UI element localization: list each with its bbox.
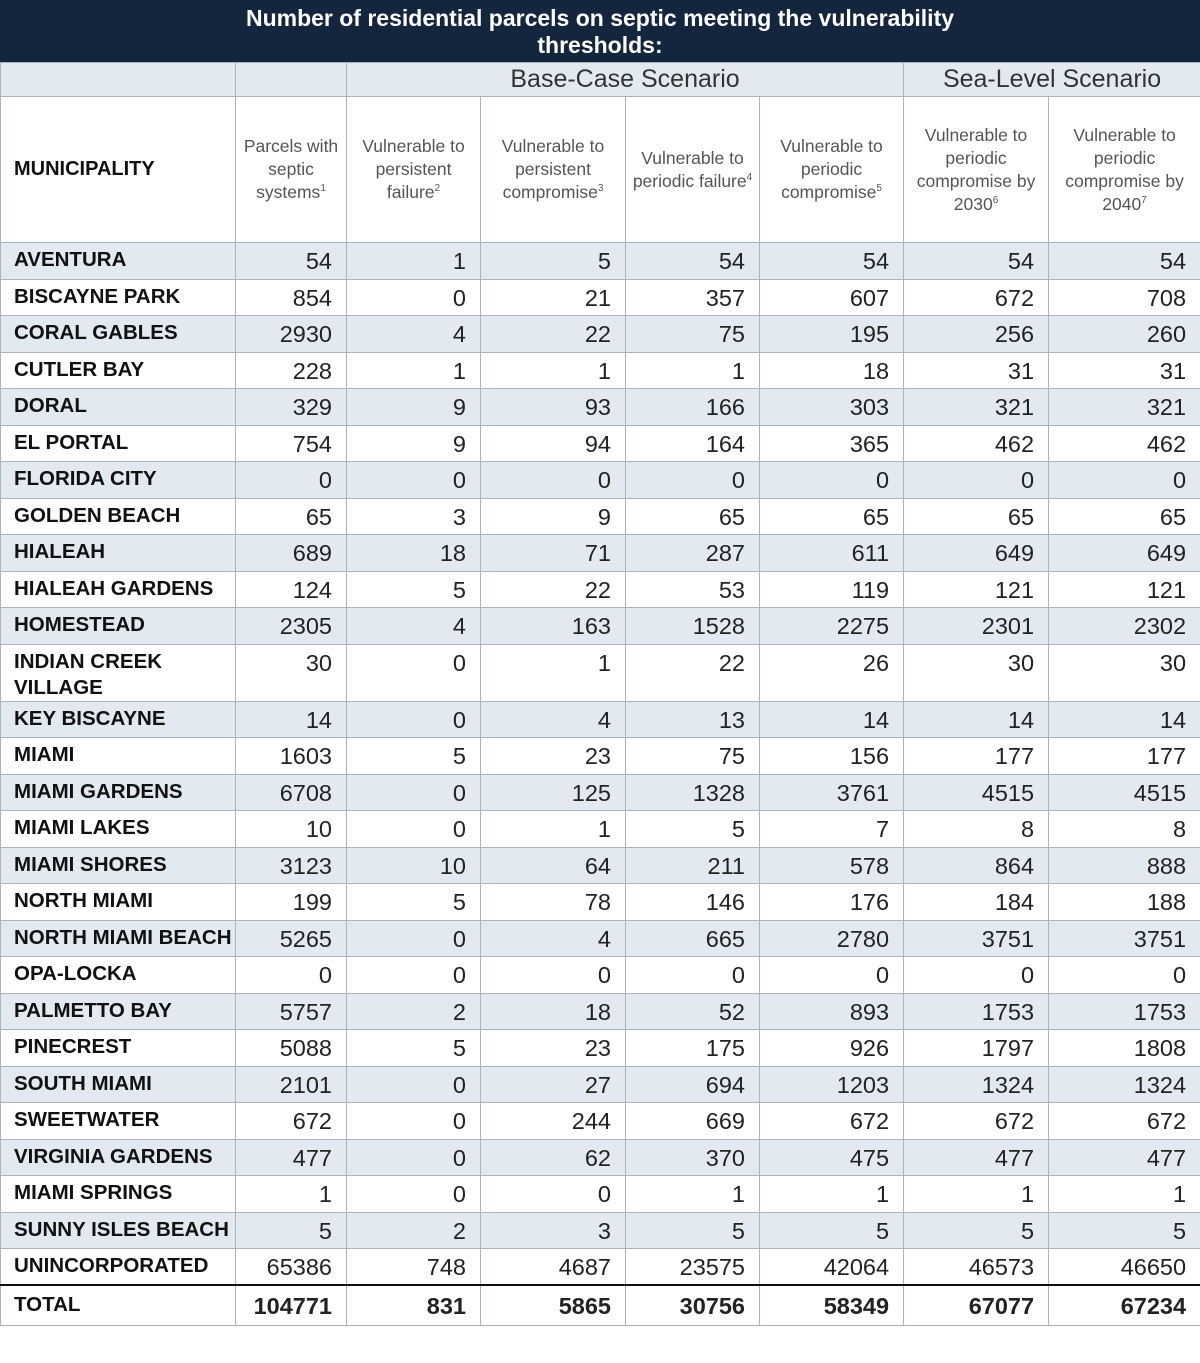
value-cell: 0 (347, 279, 481, 316)
value-cell: 0 (626, 957, 760, 994)
value-cell: 65 (760, 498, 904, 535)
value-cell: 0 (347, 920, 481, 957)
value-cell: 14 (1049, 701, 1200, 738)
value-cell: 65 (236, 498, 347, 535)
value-cell: 1 (347, 243, 481, 280)
table-row (1, 1176, 1200, 1213)
value-cell: 0 (347, 644, 481, 701)
value-cell: 321 (904, 389, 1049, 426)
column-header-label: Vulnerable to persistent compromise (501, 136, 605, 202)
footnote-marker: 3 (597, 183, 604, 195)
column-header-label: Vulnerable to periodic compromise by 2040 (1065, 124, 1184, 214)
value-cell: 54 (904, 243, 1049, 280)
value-cell: 22 (626, 644, 760, 701)
value-cell: 4 (481, 701, 626, 738)
value-cell: 370 (626, 1139, 760, 1176)
value-cell: 188 (1049, 884, 1200, 921)
value-cell: 1 (904, 1176, 1049, 1213)
value-cell: 244 (481, 1103, 626, 1140)
value-cell: 199 (236, 884, 347, 921)
value-cell: 287 (626, 535, 760, 572)
value-cell: 121 (1049, 571, 1200, 608)
value-cell: 18 (760, 352, 904, 389)
value-cell: 0 (760, 957, 904, 994)
value-cell: 93 (481, 389, 626, 426)
value-cell: 1 (236, 1176, 347, 1213)
value-cell: 53 (626, 571, 760, 608)
column-header (347, 97, 481, 243)
value-cell: 23575 (626, 1249, 760, 1286)
table-row (1, 1139, 1200, 1176)
table-row (1, 571, 1200, 608)
value-cell: 2 (347, 993, 481, 1030)
value-cell: 1324 (1049, 1066, 1200, 1103)
value-cell: 0 (760, 462, 904, 499)
value-cell: 4515 (904, 774, 1049, 811)
table-row (1, 1249, 1200, 1286)
value-cell: 58349 (760, 1285, 904, 1325)
value-cell: 78 (481, 884, 626, 921)
value-cell: 9 (347, 425, 481, 462)
value-cell: 3751 (1049, 920, 1200, 957)
value-cell: 0 (904, 957, 1049, 994)
value-cell: 2 (347, 1212, 481, 1249)
value-cell: 578 (760, 847, 904, 884)
value-cell: 30 (1049, 644, 1200, 701)
value-cell: 23 (481, 738, 626, 775)
value-cell: 260 (1049, 316, 1200, 353)
value-cell: 75 (626, 316, 760, 353)
table-row (1, 1212, 1200, 1249)
value-cell: 3 (481, 1212, 626, 1249)
table-row (1, 701, 1200, 738)
municipality-name: EL PORTAL (1, 425, 236, 462)
value-cell: 4 (347, 608, 481, 645)
municipality-name: NORTH MIAMI (1, 884, 236, 921)
municipality-name: AVENTURA (1, 243, 236, 280)
value-cell: 65 (626, 498, 760, 535)
municipality-name: FLORIDA CITY (1, 462, 236, 499)
footnote-marker: 2 (434, 183, 441, 195)
value-cell: 0 (347, 811, 481, 848)
value-cell: 5265 (236, 920, 347, 957)
value-cell: 14 (904, 701, 1049, 738)
column-header-label: MUNICIPALITY (14, 158, 155, 180)
value-cell: 65 (1049, 498, 1200, 535)
municipality-name: TOTAL (1, 1285, 236, 1325)
municipality-name: NORTH MIAMI BEACH (1, 920, 236, 957)
column-header (1049, 97, 1200, 243)
table-row (1, 774, 1200, 811)
value-cell: 0 (347, 1139, 481, 1176)
municipality-name: HIALEAH GARDENS (1, 571, 236, 608)
value-cell: 146 (626, 884, 760, 921)
value-cell: 121 (904, 571, 1049, 608)
value-cell: 672 (904, 279, 1049, 316)
municipality-name: SWEETWATER (1, 1103, 236, 1140)
value-cell: 1 (1049, 1176, 1200, 1213)
value-cell: 672 (236, 1103, 347, 1140)
footnote-marker: 7 (1141, 194, 1147, 206)
column-header (904, 97, 1049, 243)
value-cell: 124 (236, 571, 347, 608)
municipality-name: VIRGINIA GARDENS (1, 1139, 236, 1176)
value-cell: 477 (1049, 1139, 1200, 1176)
municipality-name: CUTLER BAY (1, 352, 236, 389)
value-cell: 0 (236, 462, 347, 499)
municipality-name: SUNNY ISLES BEACH (1, 1212, 236, 1249)
municipality-name: MIAMI (1, 738, 236, 775)
value-cell: 14 (760, 701, 904, 738)
value-cell: 46573 (904, 1249, 1049, 1286)
value-cell: 1324 (904, 1066, 1049, 1103)
value-cell: 13 (626, 701, 760, 738)
value-cell: 1603 (236, 738, 347, 775)
value-cell: 0 (481, 957, 626, 994)
column-header-label: Vulnerable to persistent failure (362, 136, 465, 202)
value-cell: 607 (760, 279, 904, 316)
value-cell: 67077 (904, 1285, 1049, 1325)
value-cell: 665 (626, 920, 760, 957)
value-cell: 6708 (236, 774, 347, 811)
value-cell: 3123 (236, 847, 347, 884)
table-row (1, 535, 1200, 572)
value-cell: 1753 (904, 993, 1049, 1030)
value-cell: 42064 (760, 1249, 904, 1286)
municipality-column-header (1, 97, 236, 243)
value-cell: 166 (626, 389, 760, 426)
value-cell: 54 (236, 243, 347, 280)
value-cell: 54 (1049, 243, 1200, 280)
value-cell: 4 (347, 316, 481, 353)
value-cell: 30756 (626, 1285, 760, 1325)
value-cell: 5 (347, 571, 481, 608)
value-cell: 1328 (626, 774, 760, 811)
table-row (1, 644, 1200, 701)
value-cell: 10 (347, 847, 481, 884)
value-cell: 365 (760, 425, 904, 462)
value-cell: 893 (760, 993, 904, 1030)
value-cell: 156 (760, 738, 904, 775)
value-cell: 462 (904, 425, 1049, 462)
municipality-name: MIAMI SHORES (1, 847, 236, 884)
value-cell: 2930 (236, 316, 347, 353)
municipality-name: PINECREST (1, 1030, 236, 1067)
value-cell: 5 (626, 1212, 760, 1249)
value-cell: 672 (904, 1103, 1049, 1140)
value-cell: 9 (481, 498, 626, 535)
value-cell: 256 (904, 316, 1049, 353)
value-cell: 669 (626, 1103, 760, 1140)
value-cell: 0 (347, 957, 481, 994)
value-cell: 3 (347, 498, 481, 535)
value-cell: 329 (236, 389, 347, 426)
value-cell: 22 (481, 571, 626, 608)
value-cell: 30 (236, 644, 347, 701)
municipality-name: OPA-LOCKA (1, 957, 236, 994)
column-header-label: Vulnerable to periodic failure (632, 147, 747, 191)
column-header (236, 97, 347, 243)
value-cell: 228 (236, 352, 347, 389)
column-header-row (1, 97, 1200, 243)
value-cell: 30 (904, 644, 1049, 701)
table-row (1, 993, 1200, 1030)
value-cell: 31 (904, 352, 1049, 389)
septic-vulnerability-table (0, 62, 1200, 1326)
value-cell: 2101 (236, 1066, 347, 1103)
value-cell: 52 (626, 993, 760, 1030)
table-title: Number of residential parcels on septic meeting the vulnerability thresholds: (245, 5, 955, 58)
value-cell: 0 (904, 462, 1049, 499)
value-cell: 8 (904, 811, 1049, 848)
value-cell: 462 (1049, 425, 1200, 462)
value-cell: 1 (481, 352, 626, 389)
table-row (1, 316, 1200, 353)
value-cell: 119 (760, 571, 904, 608)
sea-level-scenario-header: Sea-Level Scenario (904, 63, 1200, 97)
value-cell: 5 (760, 1212, 904, 1249)
table-row (1, 498, 1200, 535)
value-cell: 649 (904, 535, 1049, 572)
value-cell: 211 (626, 847, 760, 884)
column-header-label: Parcels with septic systems (243, 136, 339, 202)
table-row (1, 352, 1200, 389)
value-cell: 0 (1049, 462, 1200, 499)
value-cell: 2305 (236, 608, 347, 645)
table-row (1, 279, 1200, 316)
value-cell: 5 (347, 1030, 481, 1067)
table-row (1, 1103, 1200, 1140)
value-cell: 94 (481, 425, 626, 462)
value-cell: 3751 (904, 920, 1049, 957)
value-cell: 54 (760, 243, 904, 280)
table-body (1, 243, 1200, 1326)
value-cell: 2302 (1049, 608, 1200, 645)
value-cell: 0 (347, 701, 481, 738)
value-cell: 1 (481, 644, 626, 701)
value-cell: 5865 (481, 1285, 626, 1325)
value-cell: 854 (236, 279, 347, 316)
table-row (1, 243, 1200, 280)
value-cell: 64 (481, 847, 626, 884)
column-header (760, 97, 904, 243)
value-cell: 62 (481, 1139, 626, 1176)
municipality-name: BISCAYNE PARK (1, 279, 236, 316)
value-cell: 3761 (760, 774, 904, 811)
value-cell: 31 (1049, 352, 1200, 389)
value-cell: 5 (1049, 1212, 1200, 1249)
table-row (1, 1066, 1200, 1103)
municipality-name: MIAMI SPRINGS (1, 1176, 236, 1213)
value-cell: 888 (1049, 847, 1200, 884)
value-cell: 475 (760, 1139, 904, 1176)
value-cell: 477 (236, 1139, 347, 1176)
municipality-name: SOUTH MIAMI (1, 1066, 236, 1103)
value-cell: 754 (236, 425, 347, 462)
value-cell: 46650 (1049, 1249, 1200, 1286)
scenario-blank-cell (1, 63, 236, 97)
value-cell: 2301 (904, 608, 1049, 645)
municipality-name: CORAL GABLES (1, 316, 236, 353)
value-cell: 0 (236, 957, 347, 994)
value-cell: 176 (760, 884, 904, 921)
value-cell: 831 (347, 1285, 481, 1325)
value-cell: 163 (481, 608, 626, 645)
value-cell: 689 (236, 535, 347, 572)
value-cell: 1797 (904, 1030, 1049, 1067)
municipality-name: UNINCORPORATED (1, 1249, 236, 1286)
value-cell: 177 (904, 738, 1049, 775)
municipality-name: KEY BISCAYNE (1, 701, 236, 738)
value-cell: 708 (1049, 279, 1200, 316)
value-cell: 10 (236, 811, 347, 848)
value-cell: 184 (904, 884, 1049, 921)
value-cell: 4 (481, 920, 626, 957)
column-header (626, 97, 760, 243)
value-cell: 5 (626, 811, 760, 848)
value-cell: 1203 (760, 1066, 904, 1103)
table-row (1, 608, 1200, 645)
value-cell: 672 (1049, 1103, 1200, 1140)
value-cell: 4687 (481, 1249, 626, 1286)
table-row (1, 884, 1200, 921)
table-row (1, 957, 1200, 994)
value-cell: 0 (347, 774, 481, 811)
table-row (1, 1030, 1200, 1067)
footnote-marker: 1 (320, 183, 326, 195)
value-cell: 321 (1049, 389, 1200, 426)
value-cell: 177 (1049, 738, 1200, 775)
table-row (1, 389, 1200, 426)
value-cell: 1 (347, 352, 481, 389)
value-cell: 18 (347, 535, 481, 572)
value-cell: 5 (481, 243, 626, 280)
value-cell: 864 (904, 847, 1049, 884)
scenario-blank-cell (236, 63, 347, 97)
municipality-name: HOMESTEAD (1, 608, 236, 645)
value-cell: 5088 (236, 1030, 347, 1067)
value-cell: 5 (347, 738, 481, 775)
value-cell: 0 (1049, 957, 1200, 994)
table-title-bar (0, 0, 1200, 62)
municipality-name: MIAMI GARDENS (1, 774, 236, 811)
value-cell: 2275 (760, 608, 904, 645)
table-row (1, 920, 1200, 957)
value-cell: 1528 (626, 608, 760, 645)
value-cell: 1 (481, 811, 626, 848)
value-cell: 8 (1049, 811, 1200, 848)
column-header-label: Vulnerable to periodic compromise by 2030 (916, 124, 1036, 214)
value-cell: 14 (236, 701, 347, 738)
value-cell: 357 (626, 279, 760, 316)
value-cell: 71 (481, 535, 626, 572)
value-cell: 694 (626, 1066, 760, 1103)
value-cell: 65 (904, 498, 1049, 535)
value-cell: 649 (1049, 535, 1200, 572)
value-cell: 1753 (1049, 993, 1200, 1030)
value-cell: 0 (347, 1176, 481, 1213)
value-cell: 926 (760, 1030, 904, 1067)
value-cell: 0 (481, 462, 626, 499)
value-cell: 75 (626, 738, 760, 775)
municipality-name: INDIAN CREEK VILLAGE (1, 644, 236, 701)
value-cell: 67234 (1049, 1285, 1200, 1325)
value-cell: 125 (481, 774, 626, 811)
table-row (1, 738, 1200, 775)
value-cell: 1 (760, 1176, 904, 1213)
value-cell: 672 (760, 1103, 904, 1140)
value-cell: 5 (236, 1212, 347, 1249)
value-cell: 26 (760, 644, 904, 701)
value-cell: 0 (347, 1066, 481, 1103)
value-cell: 164 (626, 425, 760, 462)
municipality-name: DORAL (1, 389, 236, 426)
scenario-header-row (1, 63, 1200, 97)
value-cell: 1808 (1049, 1030, 1200, 1067)
value-cell: 175 (626, 1030, 760, 1067)
municipality-name: PALMETTO BAY (1, 993, 236, 1030)
value-cell: 195 (760, 316, 904, 353)
value-cell: 1 (626, 1176, 760, 1213)
value-cell: 0 (481, 1176, 626, 1213)
value-cell: 748 (347, 1249, 481, 1286)
table-row (1, 425, 1200, 462)
municipality-name: MIAMI LAKES (1, 811, 236, 848)
footnote-marker: 4 (746, 171, 753, 183)
value-cell: 0 (626, 462, 760, 499)
table-row (1, 811, 1200, 848)
value-cell: 0 (347, 462, 481, 499)
municipality-name: GOLDEN BEACH (1, 498, 236, 535)
value-cell: 65386 (236, 1249, 347, 1286)
value-cell: 5 (347, 884, 481, 921)
column-header (481, 97, 626, 243)
value-cell: 18 (481, 993, 626, 1030)
value-cell: 7 (760, 811, 904, 848)
value-cell: 104771 (236, 1285, 347, 1325)
table-row (1, 462, 1200, 499)
value-cell: 21 (481, 279, 626, 316)
base-case-scenario-header: Base-Case Scenario (347, 63, 904, 97)
value-cell: 1 (626, 352, 760, 389)
value-cell: 611 (760, 535, 904, 572)
value-cell: 2780 (760, 920, 904, 957)
value-cell: 9 (347, 389, 481, 426)
value-cell: 477 (904, 1139, 1049, 1176)
value-cell: 0 (347, 1103, 481, 1140)
value-cell: 23 (481, 1030, 626, 1067)
value-cell: 5757 (236, 993, 347, 1030)
footnote-marker: 6 (992, 194, 999, 206)
total-row (1, 1285, 1200, 1325)
municipality-name: HIALEAH (1, 535, 236, 572)
value-cell: 22 (481, 316, 626, 353)
column-header-label: Vulnerable to periodic compromise (780, 136, 883, 202)
value-cell: 54 (626, 243, 760, 280)
value-cell: 303 (760, 389, 904, 426)
footnote-marker: 5 (876, 183, 882, 195)
value-cell: 27 (481, 1066, 626, 1103)
table-row (1, 847, 1200, 884)
value-cell: 4515 (1049, 774, 1200, 811)
value-cell: 5 (904, 1212, 1049, 1249)
